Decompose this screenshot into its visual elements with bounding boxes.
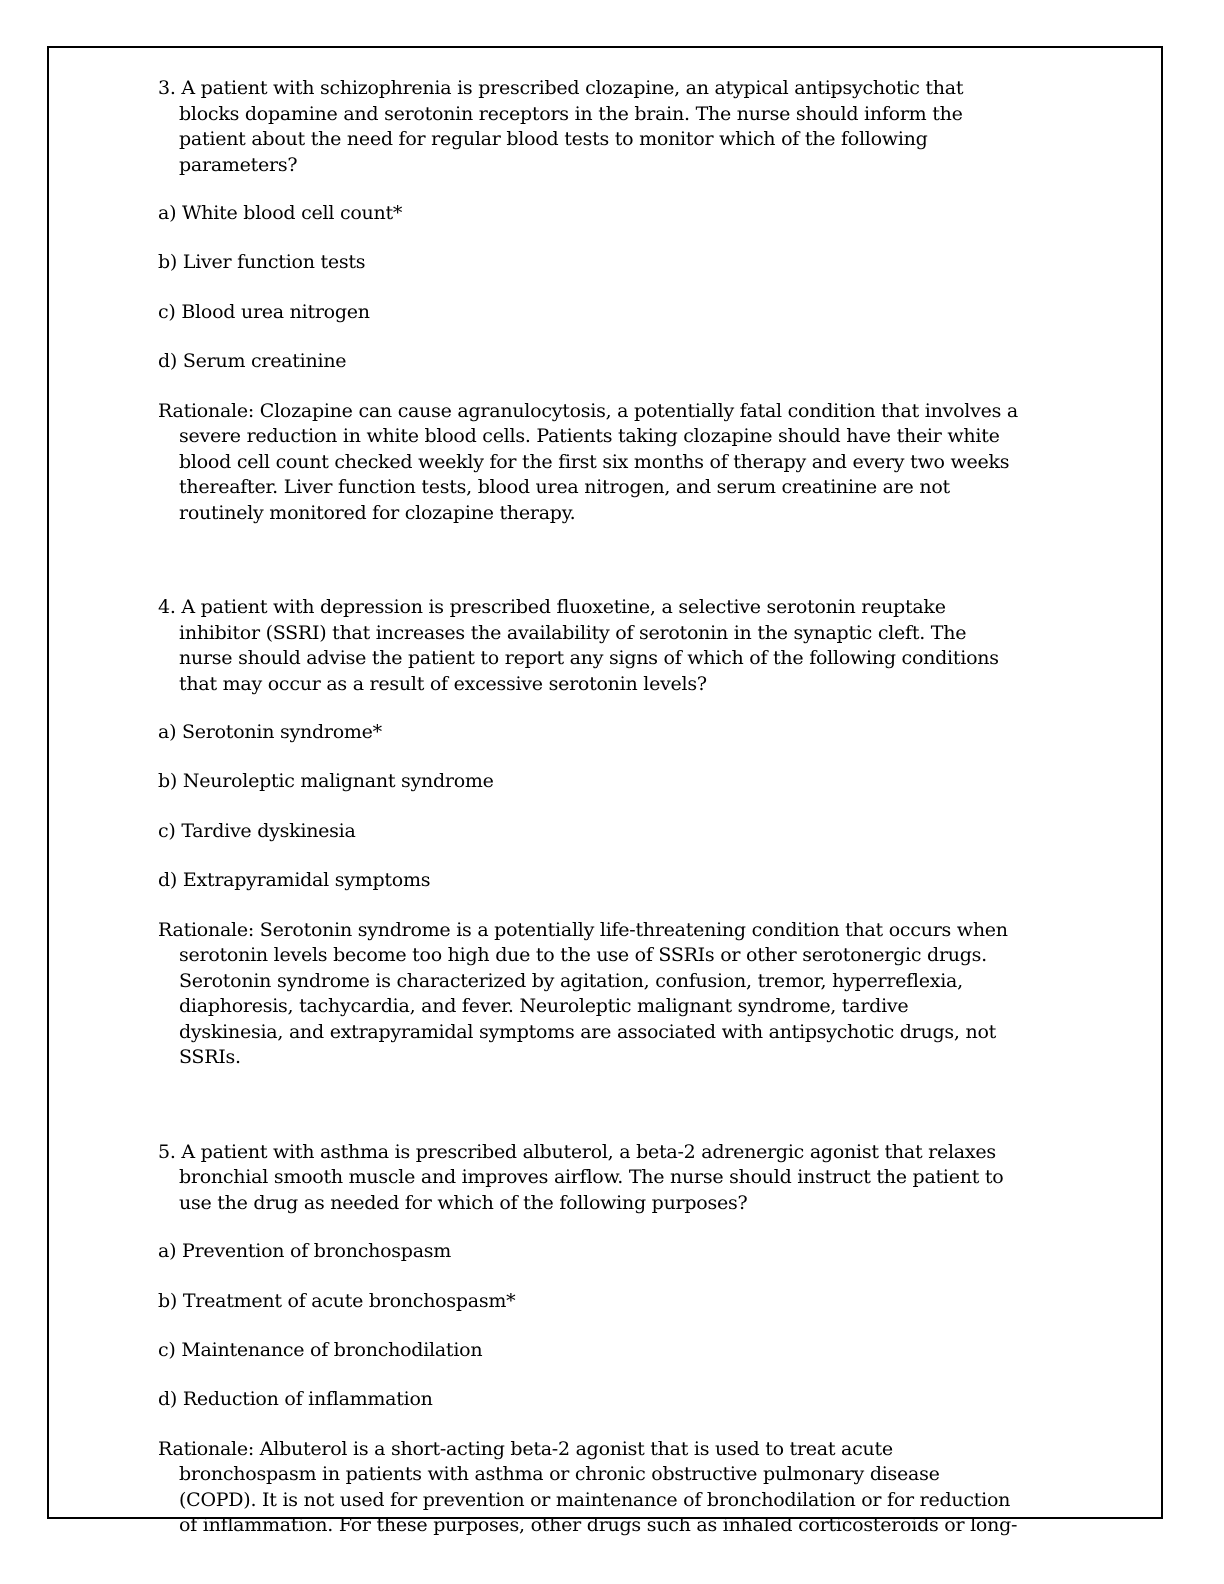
answer-option-c: c) Blood urea nitrogen (158, 300, 370, 323)
answer-option-b: b) Treatment of acute bronchospasm* (158, 1289, 516, 1312)
answer-option-d: d) Extrapyramidal symptoms (158, 869, 431, 892)
question-stem: 5. A patient with asthma is prescribed albuterol, a beta-2 adrenergic agonist that relaxes bronchial smooth muscle and improves airflow. The nurse should instruct the patient to use the drug as needed for which of the following purposes? (158, 1140, 1004, 1214)
section-spacer (158, 526, 1018, 595)
answer-option-c: c) Tardive dyskinesia (158, 819, 356, 842)
page-border (47, 46, 1163, 1537)
answer-option-b: b) Liver function tests (158, 251, 366, 274)
answer-option-b: b) Neuroleptic malignant syndrome (158, 770, 494, 793)
rationale-text: Rationale: Serotonin syndrome is a potentially life-threatening condition that occurs when serotonin levels become too high due to the use of SSRIs or other serotonergic drugs. Serotonin syndrome is characterized by agitation, confusion, tremor, hyperreflexia, diaphoresis, tachycardia, and fever. Neuroleptic malignant syndrome, tardive dyskinesia, and extrapyramidal symptoms are associated with antipsychotic drugs, not SSRIs. (158, 918, 1008, 1069)
question-stem: 3. A patient with schizophrenia is prescribed clozapine, an atypical antipsychotic that blocks dopamine and serotonin receptors in the brain. The nurse should inform the patient about the need for regular blood tests to monitor which of the following parameters? (158, 77, 964, 176)
answer-option-a: a) Prevention of bronchospasm (158, 1240, 452, 1263)
answer-option-a: a) White blood cell count* (158, 202, 403, 224)
section-spacer (158, 1071, 1018, 1140)
answer-option-c: c) Maintenance of bronchodilation (158, 1338, 483, 1361)
answer-option-d: d) Reduction of inflammation (158, 1388, 433, 1411)
question-3 (158, 76, 1018, 526)
question-4 (158, 595, 1018, 1071)
answer-option-a: a) Serotonin syndrome* (158, 721, 382, 744)
rationale-text: Rationale: Clozapine can cause agranulocytosis, a potentially fatal condition that involves a severe reduction in white blood cells. Patients taking clozapine should have their white blood cell count checked weekly for the first six months of therapy and every two weeks thereafter. Liver function tests, blood urea nitrogen, and serum creatinine are not routinely monitored for clozapine therapy. (158, 399, 1018, 524)
document-body (158, 76, 1018, 1539)
answer-option-d: d) Serum creatinine (158, 350, 347, 373)
rationale-text: Rationale: Albuterol is a short-acting beta-2 agonist that is used to treat acute bronchospasm in patients with asthma or chronic obstructive pulmonary disease (COPD). It is not used for prevention or maintenance of bronchodilation or for reduction of inflammation. For these purposes, other drugs such as inhaled corticosteroids or long- (158, 1437, 1018, 1537)
question-5 (158, 1140, 1018, 1539)
question-stem: 4. A patient with depression is prescribed fluoxetine, a selective serotonin reuptake inhibitor (SSRI) that increases the availability of serotonin in the synaptic cleft. The nurse should advise the patient to report any signs of which of the following conditions that may occur as a result of excessive serotonin levels? (158, 596, 999, 695)
